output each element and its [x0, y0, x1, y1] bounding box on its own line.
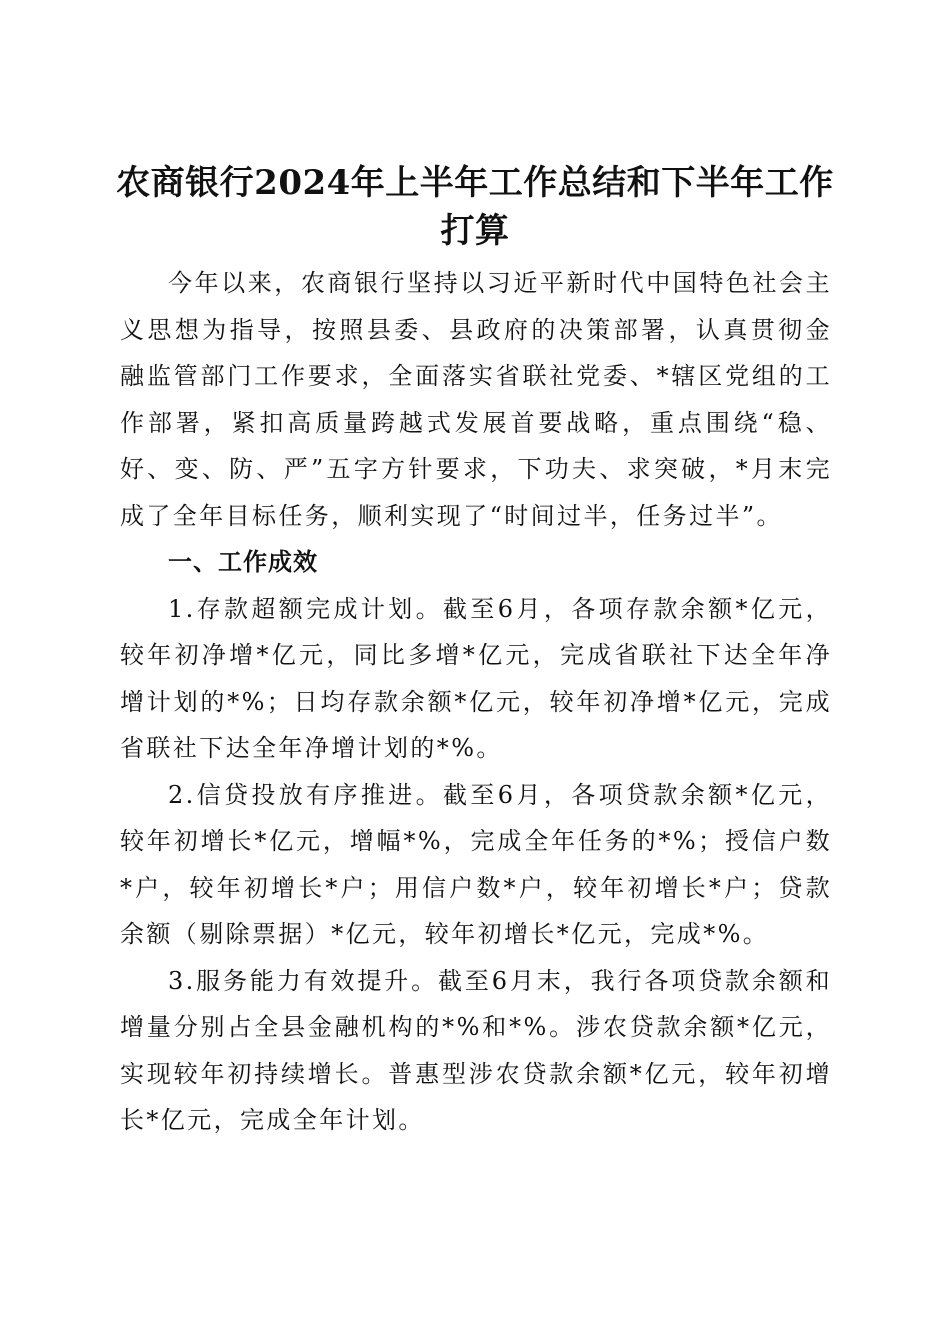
item-service-paragraph: 3.服务能力有效提升。截至6月末，我行各项贷款余额和增量分别占全县金融机构的*%和*%。涉农贷款余额*亿元，实现较年初持续增长。普惠型涉农贷款余额*亿元，较年初增长*亿元，完成全年计划。: [120, 966, 832, 1134]
document-title: 农商银行2024年上半年工作总结和下半年工作打算: [116, 162, 834, 251]
item-credit-paragraph: 2.信贷投放有序推进。截至6月，各项贷款余额*亿元，较年初增长*亿元，增幅*%，完成全年任务的*%；授信户数*户，较年初增长*户；用信户数*户，较年初增长*户；贷款余额（剔除票据）*亿元，较年初增长*亿元，完成*%。: [120, 780, 832, 948]
section-heading-work-results: 一、工作成效: [168, 548, 318, 576]
document-body: [120, 260, 832, 1144]
intro-paragraph: 今年以来，农商银行坚持以习近平新时代中国特色社会主义思想为指导，按照县委、县政府的决策部署，认真贯彻金融监管部门工作要求，全面落实省联社党委、*辖区党组的工作部署，紧扣高质量跨越式发展首要战略，重点围绕“稳、好、变、防、严”五字方针要求，下功夫、求突破，*月末完成了全年目标任务，顺利实现了“时间过半，任务过半”。: [120, 269, 832, 530]
item-deposits-paragraph: 1.存款超额完成计划。截至6月，各项存款余额*亿元，较年初净增*亿元，同比多增*亿元，完成省联社下达全年净增计划的*%；日均存款余额*亿元，较年初净增*亿元，完成省联社下达全年净增计划的*%。: [120, 594, 832, 762]
